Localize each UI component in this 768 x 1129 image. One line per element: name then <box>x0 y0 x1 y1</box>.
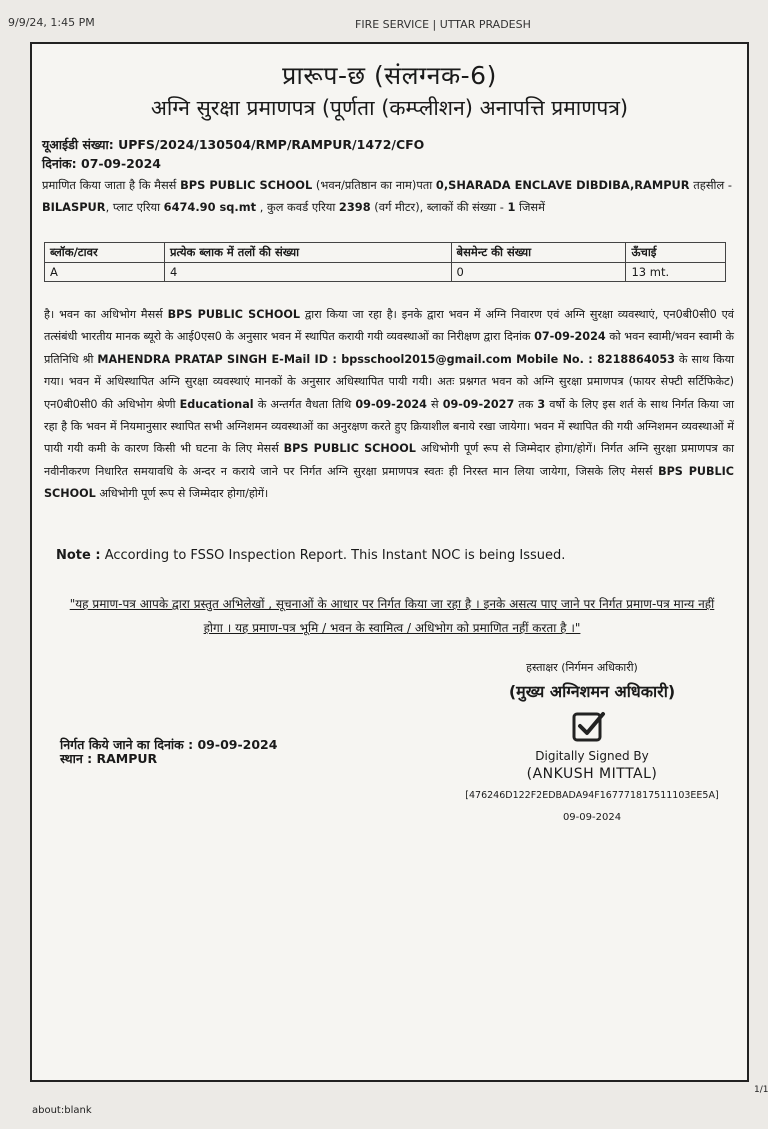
intro-text: , कुल कवर्ड एरिया <box>256 200 339 215</box>
print-timestamp: 9/9/24, 1:45 PM <box>8 16 95 29</box>
body-text: से <box>426 397 443 411</box>
issue-date-value: 09-09-2024 <box>197 737 278 752</box>
signature-hash: [476246D122F2EDBADA94F167771817511103EE5A] <box>465 790 719 801</box>
body-text: तक <box>514 397 538 411</box>
owner-name: MAHENDRA PRATAP SINGH <box>97 352 268 366</box>
firm-name: BPS PUBLIC SCHOOL <box>167 308 300 321</box>
date-line <box>42 155 161 172</box>
block-table <box>44 242 726 282</box>
signatory-title: (मुख्य अग्निशमन अधिकारी) <box>508 682 676 701</box>
email-value: bpsschool2015@gmail.com <box>341 352 512 366</box>
browser-print-header <box>0 0 768 34</box>
intro-text: तहसील - <box>689 178 732 192</box>
issue-date-label: निर्गत किये जाने का दिनांक : <box>60 737 194 752</box>
table-row <box>45 263 726 282</box>
uid-value: UPFS/2024/130504/RMP/RAMPUR/1472/CFO <box>118 137 425 152</box>
intro-paragraph <box>42 174 732 218</box>
col-height: ऊँचाई <box>626 243 726 263</box>
note-line <box>56 548 565 563</box>
form-heading: प्रारूप-छ (संलग्नक-6) <box>282 61 497 90</box>
issue-place-line <box>60 752 277 766</box>
cell-height: 13 mt. <box>626 263 726 282</box>
signatory-name: (ANKUSH MITTAL) <box>526 766 658 782</box>
issue-place-label: स्थान : <box>60 751 93 766</box>
plot-area: 6474.90 sq.mt <box>163 200 257 215</box>
issue-date-line <box>60 738 277 752</box>
validity-years: 3 <box>537 397 546 411</box>
date-value: 07-09-2024 <box>81 156 161 171</box>
mobile-label: Mobile No. : <box>511 352 598 366</box>
firm-name: BPS PUBLIC SCHOOL <box>283 442 416 456</box>
valid-from: 09-09-2024 <box>355 397 427 411</box>
certificate-title: अग्नि सुरक्षा प्रमाणपत्र (पूर्णता (कम्प्लीशन) अनापत्ति प्रमाणपत्र) <box>150 96 629 120</box>
date-label: दिनांक: <box>42 156 77 171</box>
certificate-sheet <box>30 42 749 1082</box>
signature-label: हस्ताक्षर (निर्गमन अधिकारी) <box>526 661 638 674</box>
intro-text: जिसमें <box>515 200 545 215</box>
body-text: वर्षो के लिए इस शर्त के साथ निर्गत किया जा रहा है कि भवन में नियमानुसार स्थापित सभी अग्निशमन व्यवस्थाओं का अनुरक्षण करते हुए क्रियाशील बनाये रखा जायेगा। भवन में स्थापित की गयी अग्निशमन व्यवस्थाओं में पायी गयी कमी के कारण किसी भी घटना के लिए मेसर्स <box>44 397 734 456</box>
page-number: 1/1 <box>754 1085 768 1095</box>
intro-text: , प्लाट एरिया <box>105 200 164 215</box>
checkmark-icon <box>572 710 606 742</box>
intro-text: (वर्ग मीटर), ब्लाकों की संख्या - <box>370 200 508 215</box>
col-basements: बेसमेन्ट की संख्या <box>451 243 626 263</box>
body-text: के अन्तर्गत वैधता तिथि <box>253 397 356 411</box>
body-text: अधिभोगी पूर्ण रूप से जिम्मेदार होगा/होगें। <box>95 487 269 501</box>
uid-label: यूआईडी संख्या: <box>42 137 114 152</box>
firm-name: BPS PUBLIC SCHOOL <box>44 464 735 501</box>
firm-name: BPS PUBLIC SCHOOL <box>180 178 313 192</box>
note-label: Note : <box>56 548 101 563</box>
certificate-body <box>44 304 734 506</box>
inspection-date: 07-09-2024 <box>534 330 606 344</box>
occupancy-category: Educational <box>179 397 254 411</box>
col-floors: प्रत्येक ब्लाक में तलों की संख्या <box>164 243 451 263</box>
intro-text: (भवन/प्रतिष्ठान का नाम)पता <box>312 178 436 192</box>
email-label: E-Mail ID : <box>267 352 342 366</box>
cell-basements: 0 <box>451 263 626 282</box>
body-text: के साथ किया गया। भवन में अधिस्थापित अग्नि सुरक्षा व्यवस्थाएं मानकों के अनुसार अधिस्थापित पायी गयी। अतः प्रश्नगत भवन को अग्नि सुरक्षा प्रमाणपत्र (फायर सेफ्टी सर्टिफिकेट) एन0बी0सी0 की अधिभोग श्रेणी <box>44 352 735 411</box>
issue-details <box>60 738 277 766</box>
print-url: about:blank <box>32 1105 92 1116</box>
tehsil: BILASPUR <box>42 200 106 215</box>
covered-area: 2398 <box>338 200 371 215</box>
body-text: है। भवन का अधिभोग मैसर्स <box>44 308 168 321</box>
cell-floors: 4 <box>164 263 451 282</box>
body-text: को भवन स्वामी/भवन स्वामी के प्रतिनिधि श्री <box>44 330 734 366</box>
body-text: द्वारा किया जा रहा है। इनके द्वारा भवन में अग्नि निवारण एवं अग्नि सुरक्षा व्यवस्थाएं, एन0बी0सी0 एवं तत्संबंधी भारतीय मानक ब्यूरो के आई0एस0 के अनुसार भवन में स्थापित करायी गयी व्यवस्थाओं का निरीक्षण द्वारा दिनांक <box>44 308 734 344</box>
address: 0,SHARADA ENCLAVE DIBDIBA,RAMPUR <box>435 178 690 192</box>
block-count: 1 <box>507 200 516 215</box>
print-title: FIRE SERVICE | UTTAR PRADESH <box>355 18 531 31</box>
body-text: अधिभोगी पूर्ण रूप से जिम्मेदार होगा/होगें। निर्गत अग्नि सुरक्षा प्रमाणपत्र का नवीनीकरण निधारित समयावधि के अन्दर न कराये जाने पर निर्गत अग्नि सुरक्षा प्रमाणपत्र स्वतः ही निरस्त मान लिया जायेगा, जिसके लिए मेसर्स <box>44 442 735 478</box>
disclaimer-quote: "यह प्रमाण-पत्र आपके द्वारा प्रस्तुत अभिलेखों , सूचनाओं के आधार पर निर्गत किया जा रहा है । इनके असत्य पाए जाने पर निर्गत प्रमाण-पत्र मान्य नहीं होगा । यह प्रमाण-पत्र भूमि / भवन के स्वामित्व / अधिभोग को प्रमाणित नहीं करता है ।" <box>69 597 715 635</box>
col-block: ब्लॉक/टावर <box>45 243 165 263</box>
table-header-row <box>45 243 726 263</box>
valid-to: 09-09-2027 <box>442 397 515 411</box>
issue-place-value: RAMPUR <box>96 751 158 766</box>
mobile-value: 8218864053 <box>597 352 675 366</box>
uid-line <box>42 136 424 153</box>
digitally-signed-label: Digitally Signed By <box>535 749 649 763</box>
intro-text: प्रमाणित किया जाता है कि मैसर्स <box>42 178 181 192</box>
cell-block: A <box>45 263 165 282</box>
signature-date: 09-09-2024 <box>562 812 622 823</box>
note-text: According to FSSO Inspection Report. This Instant NOC is being Issued. <box>100 548 566 563</box>
